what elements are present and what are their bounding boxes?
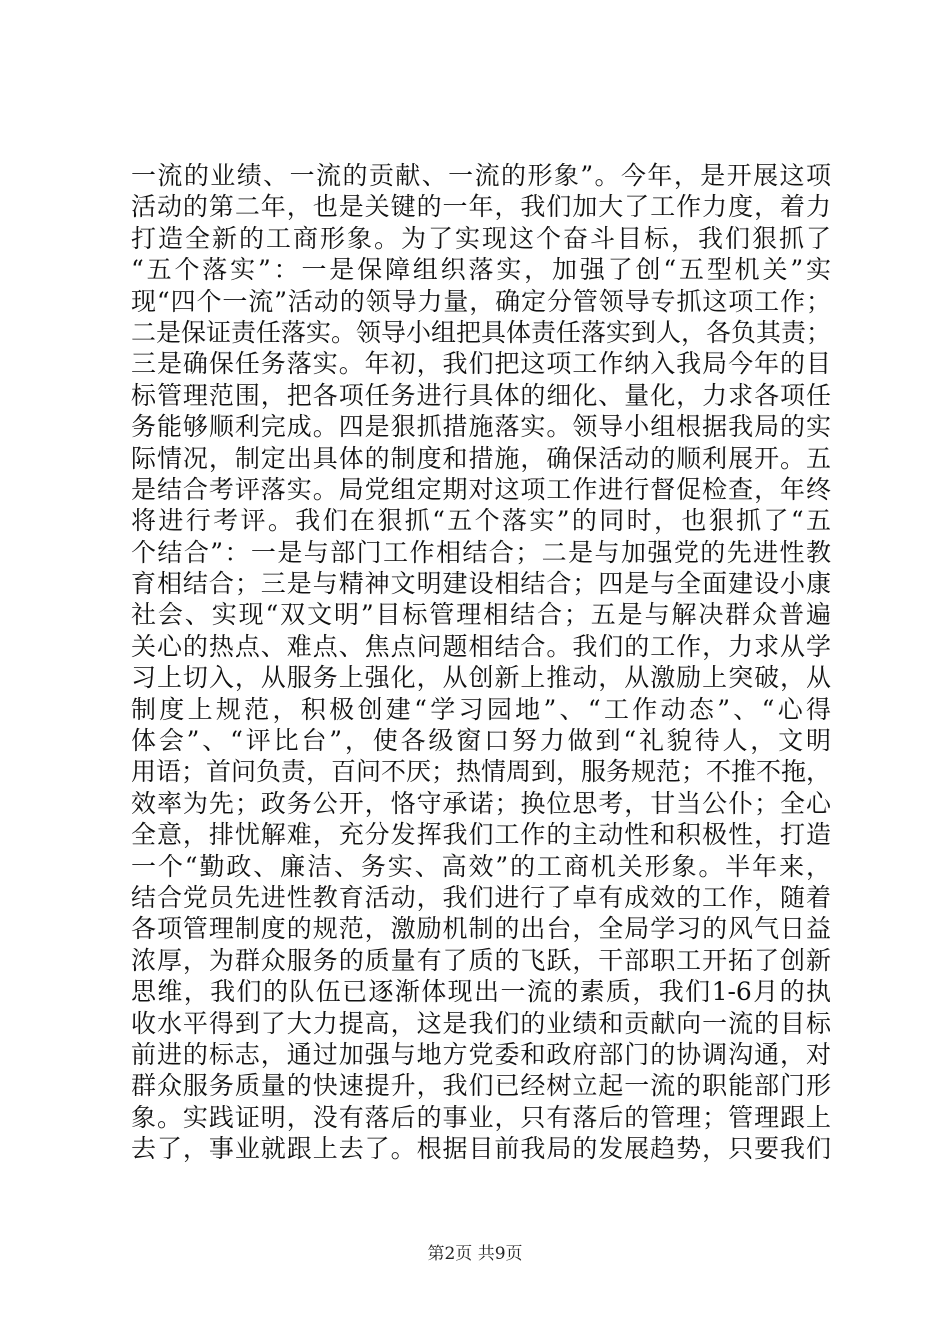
text-line: 育相结合；三是与精神文明建设相结合；四是与全面建设小康 bbox=[131, 569, 831, 599]
text-line: 浓厚，为群众服务的质量有了质的飞跃，干部职工开拓了创新 bbox=[131, 945, 831, 975]
text-line: 象。实践证明，没有落后的事业，只有落后的管理；管理跟上 bbox=[131, 1102, 831, 1132]
text-line: 制度上规范，积极创建“学习园地”、“工作动态”、“心得 bbox=[131, 694, 831, 724]
text-line: 群众服务质量的快速提升，我们已经树立起一流的职能部门形 bbox=[131, 1071, 831, 1101]
text-line: 效率为先；政务公开，恪守承诺；换位思考，甘当公仆；全心 bbox=[131, 788, 831, 818]
text-line: 结合党员先进性教育活动，我们进行了卓有成效的工作，随着 bbox=[131, 882, 831, 912]
text-line: 打造全新的工商形象。为了实现这个奋斗目标，我们狠抓了 bbox=[131, 223, 831, 253]
text-line: 二是保证责任落实。领导小组把具体责任落实到人，各负其责； bbox=[131, 317, 832, 347]
text-line: 活动的第二年，也是关键的一年，我们加大了工作力度，着力 bbox=[131, 192, 831, 222]
text-line: 用语；首问负责，百问不厌；热情周到，服务规范；不推不拖， bbox=[131, 757, 832, 787]
text-line: 收水平得到了大力提高，这是我们的业绩和贡献向一流的目标 bbox=[131, 1008, 831, 1038]
page-footer bbox=[0, 1243, 950, 1265]
text-line: 社会、实现“双文明”目标管理相结合；五是与解决群众普遍 bbox=[131, 600, 831, 630]
page-number-label: 第2页 共9页 bbox=[427, 1244, 523, 1264]
text-line: 去了，事业就跟上去了。根据目前我局的发展趋势，只要我们 bbox=[131, 1134, 831, 1164]
text-line: 体会”、“评比台”，使各级窗口努力做到“礼貌待人，文明 bbox=[131, 726, 831, 756]
text-line: 各项管理制度的规范，激励机制的出台，全局学习的风气日益 bbox=[131, 914, 831, 944]
text-line: 务能够顺利完成。四是狠抓措施落实。领导小组根据我局的实 bbox=[131, 412, 831, 442]
text-line: 际情况，制定出具体的制度和措施，确保活动的顺利展开。五 bbox=[131, 443, 831, 473]
text-line: 三是确保任务落实。年初，我们把这项工作纳入我局今年的目 bbox=[131, 349, 831, 379]
text-line: 关心的热点、难点、焦点问题相结合。我们的工作，力求从学 bbox=[131, 631, 831, 661]
text-line: 是结合考评落实。局党组定期对这项工作进行督促检查，年终 bbox=[131, 474, 831, 504]
text-line: 一个“勤政、廉洁、务实、高效”的工商机关形象。半年来， bbox=[131, 851, 831, 881]
text-line: 一流的业绩、一流的贡献、一流的形象”。今年，是开展这项 bbox=[131, 161, 831, 190]
text-line: 现“四个一流”活动的领导力量，确定分管领导专抓这项工作； bbox=[131, 286, 831, 316]
text-line: 将进行考评。我们在狠抓“五个落实”的同时，也狠抓了“五 bbox=[131, 506, 831, 536]
text-line: 习上切入，从服务上强化，从创新上推动，从激励上突破，从 bbox=[131, 663, 831, 693]
text-line: 思维，我们的队伍已逐渐体现出一流的素质，我们1-6月的执 bbox=[131, 977, 831, 1007]
text-line: “五个落实”：一是保障组织落实，加强了创“五型机关”实 bbox=[131, 255, 831, 285]
text-line: 全意，排忧解难，充分发挥我们工作的主动性和积极性，打造 bbox=[131, 820, 831, 850]
text-line: 个结合”：一是与部门工作相结合；二是与加强党的先进性教 bbox=[131, 537, 831, 567]
text-line: 标管理范围，把各项任务进行具体的细化、量化，力求各项任 bbox=[131, 380, 831, 410]
text-line: 前进的标志，通过加强与地方党委和政府部门的协调沟通，对 bbox=[131, 1039, 831, 1069]
body-text bbox=[131, 160, 831, 1165]
